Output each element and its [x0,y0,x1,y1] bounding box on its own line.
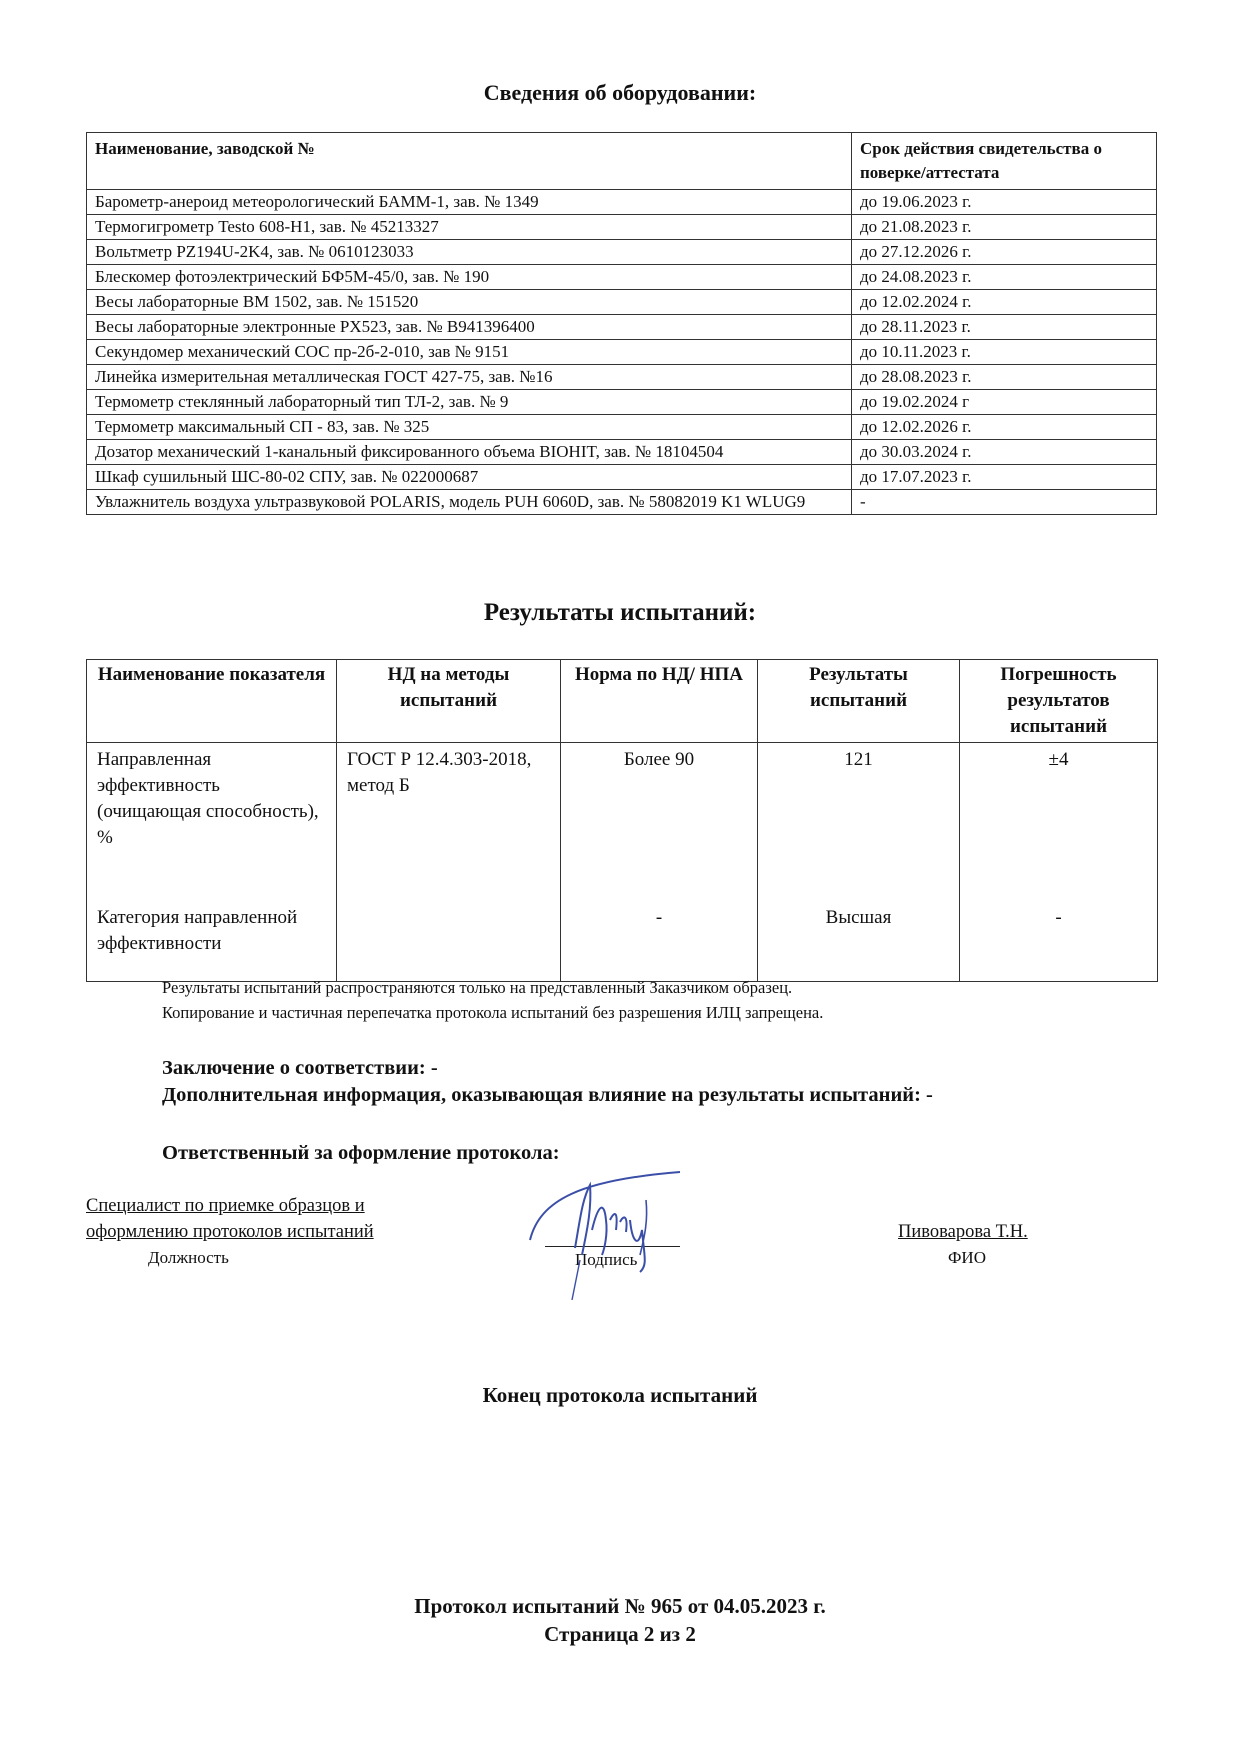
header-validity: Срок действия свидетельства о поверке/аттестата [852,133,1157,190]
equipment-name-cell: Шкаф сушильный ШС-80-02 СПУ, зав. № 022000687 [87,465,852,490]
equipment-name-cell: Линейка измерительная металлическая ГОСТ 427-75, зав. №16 [87,365,852,390]
footer-protocol-number: Протокол испытаний № 965 от 04.05.2023 г. [414,1594,826,1618]
equipment-validity-cell: до 10.11.2023 г. [852,340,1157,365]
table-row [87,240,1157,265]
table-row [87,901,1158,982]
equipment-name-cell: Термометр стеклянный лабораторный тип ТЛ-2, зав. № 9 [87,390,852,415]
additional-info: Дополнительная информация, оказывающая влияние на результаты испытаний: - [162,1084,933,1106]
table-row [87,290,1157,315]
equipment-name-cell: Увлажнитель воздуха ультразвуковой POLARIS, модель PUH 6060D, зав. № 58082019 K1 WLUG9 [87,490,852,515]
footer-page-number: Страница 2 из 2 [544,1622,696,1646]
results-section-title: Результаты испытаний: [483,599,757,626]
equipment-validity-cell: до 28.11.2023 г. [852,315,1157,340]
header-result: Результаты испытаний [758,660,960,743]
note-line-1: Результаты испытаний распространяются только на представленный Заказчиком образец. [162,978,793,997]
table-row [87,365,1157,390]
signature-icon [520,1160,690,1300]
responsible-name: Пивоварова Т.Н. [898,1222,1028,1242]
note-line-2: Копирование и частичная перепечатка протокола испытаний без разрешения ИЛЦ запрещена. [162,1003,824,1022]
equipment-validity-cell: до 28.08.2023 г. [852,365,1157,390]
signature-label: Подпись [575,1250,638,1269]
position-line-2: оформлению протоколов испытаний [86,1222,374,1242]
equipment-validity-cell: - [852,490,1157,515]
norm-cell: - [561,901,758,982]
table-row [87,215,1157,240]
equipment-validity-cell: до 21.08.2023 г. [852,215,1157,240]
equipment-name-cell: Барометр-анероид метеорологический БАММ-1, зав. № 1349 [87,190,852,215]
table-row [87,490,1157,515]
table-row [87,340,1157,365]
equipment-name-cell: Дозатор механический 1-канальный фиксированного объема BIOHIT, зав. № 18104504 [87,440,852,465]
position-line-1: Специалист по приемке образцов и [86,1196,365,1216]
equipment-validity-cell: до 19.02.2024 г [852,390,1157,415]
equipment-table-header [87,133,1157,190]
equipment-name-cell: Весы лабораторные ВМ 1502, зав. № 151520 [87,290,852,315]
header-norm: Норма по НД/ НПА [561,660,758,743]
method-cell: ГОСТ Р 12.4.303-2018, метод Б [337,743,561,982]
end-of-protocol: Конец протокола испытаний [482,1383,758,1407]
table-row [87,390,1157,415]
error-cell: ±4 [960,743,1158,902]
header-indicator: Наименование показателя [87,660,337,743]
result-cell: Высшая [758,901,960,982]
equipment-validity-cell: до 12.02.2026 г. [852,415,1157,440]
equipment-name-cell: Блескомер фотоэлектрический БФ5М-45/0, зав. № 190 [87,265,852,290]
equipment-section-title: Сведения об оборудовании: [483,80,757,105]
name-label: ФИО [948,1248,986,1267]
table-row [87,315,1157,340]
equipment-name-cell: Термометр максимальный СП - 83, зав. № 325 [87,415,852,440]
equipment-name-cell: Вольтметр PZ194U-2K4, зав. № 0610123033 [87,240,852,265]
equipment-validity-cell: до 17.07.2023 г. [852,465,1157,490]
table-row [87,190,1157,215]
responsible-heading: Ответственный за оформление протокола: [162,1142,560,1164]
equipment-validity-cell: до 30.03.2024 г. [852,440,1157,465]
equipment-name-cell: Весы лабораторные электронные PX523, зав. № B941396400 [87,315,852,340]
equipment-validity-cell: до 24.08.2023 г. [852,265,1157,290]
header-method: НД на методы испытаний [337,660,561,743]
header-error: Погрешность результатов испытаний [960,660,1158,743]
equipment-validity-cell: до 12.02.2024 г. [852,290,1157,315]
compliance-conclusion: Заключение о соответствии: - [162,1057,438,1079]
norm-cell: Более 90 [561,743,758,902]
header-name: Наименование, заводской № [87,133,852,190]
table-row [87,415,1157,440]
indicator-cell: Направленная эффективность (очищающая способность), % [87,743,337,902]
table-row [87,265,1157,290]
table-row [87,743,1158,902]
error-cell: - [960,901,1158,982]
results-table [86,659,1158,982]
equipment-validity-cell: до 27.12.2026 г. [852,240,1157,265]
table-row [87,440,1157,465]
table-row [87,465,1157,490]
equipment-name-cell: Термогигрометр Testo 608-H1, зав. № 45213327 [87,215,852,240]
equipment-name-cell: Секундомер механический СОС пр-2б-2-010, зав № 9151 [87,340,852,365]
equipment-validity-cell: до 19.06.2023 г. [852,190,1157,215]
position-label: Должность [148,1248,229,1267]
result-cell: 121 [758,743,960,902]
equipment-table [86,132,1157,515]
indicator-cell: Категория направленной эффективности [87,901,337,982]
results-table-header [87,660,1158,743]
